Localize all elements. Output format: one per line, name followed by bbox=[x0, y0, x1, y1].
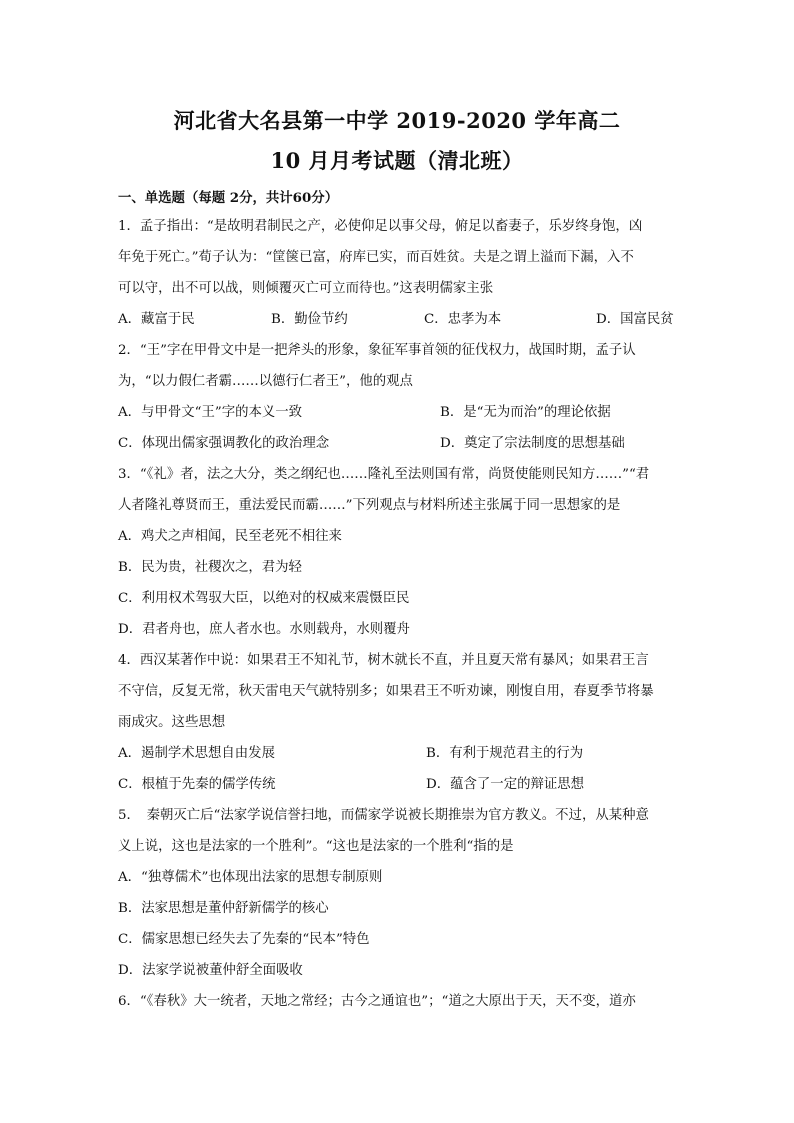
question-5-option-c: C．儒家思想已经失去了先秦的“民本”特色 bbox=[118, 932, 370, 947]
section-heading: 一、单选题（每题 2分，共计60分） bbox=[118, 190, 339, 206]
question-3-line-1: 3．“《礼》者，法之大分，类之纲纪也……隆礼至法则国有常，尚贤使能则民知方……”“君 bbox=[118, 467, 650, 482]
question-2-option-d: D．奠定了宗法制度的思想基础 bbox=[440, 436, 625, 451]
question-2-option-b: B．是“无为而治”的理论依据 bbox=[440, 405, 611, 420]
question-5-option-a: A．“独尊儒术”也体现出法家的思想专制原则 bbox=[118, 870, 383, 885]
question-3-line-2: 人者隆礼尊贤而王，重法爱民而霸……”下列观点与材料所述主张属于同一思想家的是 bbox=[118, 498, 621, 513]
question-3-option-b: B．民为贵，社稷次之，君为轻 bbox=[118, 560, 302, 575]
question-5-line-2: 义上说，这也是法家的一个胜利”。“这也是法家的一个胜利“指的是 bbox=[118, 839, 514, 854]
question-6-line-1: 6．“《春秋》大一统者，天地之常经；古今之通谊也”；“道之大原出于天，天不变，道亦 bbox=[118, 994, 636, 1009]
question-4-line-3: 雨成灾。这些思想 bbox=[118, 715, 226, 730]
question-2-option-c: C．体现出儒家强调教化的政治理念 bbox=[118, 436, 330, 451]
question-3-option-a: A．鸡犬之声相闻，民至老死不相往来 bbox=[118, 529, 342, 544]
question-3-option-c: C．利用权术驾驭大臣，以绝对的权威来震慑臣民 bbox=[118, 591, 410, 606]
question-5-option-b: B．法家思想是董仲舒新儒学的核心 bbox=[118, 901, 329, 916]
question-2-line-2: 为，“以力假仁者霸……以德行仁者王”，他的观点 bbox=[118, 374, 413, 389]
question-2-option-a: A．与甲骨文“王”字的本义一致 bbox=[118, 405, 303, 420]
exam-title-line1: 河北省大名县第一中学 2019-2020 学年高二 bbox=[173, 108, 621, 133]
question-4-option-a: A．遏制学术思想自由发展 bbox=[118, 746, 275, 761]
question-3-option-d: D．君者舟也，庶人者水也。水则载舟，水则覆舟 bbox=[118, 622, 410, 637]
question-4-option-b: B．有利于规范君主的行为 bbox=[426, 746, 584, 761]
question-5-line-1: 5． 秦朝灭亡后“法家学说信誉扫地，而儒家学说被长期推崇为官方教义。不过，从某种意 bbox=[118, 808, 649, 823]
question-4-line-1: 4．西汉某著作中说：如果君王不知礼节，树木就长不直，并且夏天常有暴风；如果君王言 bbox=[118, 653, 649, 668]
question-1-option-b: B．勤俭节约 bbox=[271, 312, 348, 327]
question-4-option-c: C．根植于先秦的儒学传统 bbox=[118, 777, 276, 792]
question-1-line-2: 年免于死亡。”荀子认为：“筐箧已富，府库已实，而百姓贫。夫是之谓上溢而下漏，入不 bbox=[118, 250, 634, 265]
question-4-option-d: D．蕴含了一定的辩证思想 bbox=[426, 777, 585, 792]
exam-title-line2: 10 月月考试题（清北班） bbox=[270, 148, 524, 173]
question-1-line-1: 1．孟子指出：“是故明君制民之产，必使仰足以事父母，俯足以畜妻子，乐岁终身饱，凶 bbox=[118, 219, 643, 234]
question-5-option-d: D．法家学说被董仲舒全面吸收 bbox=[118, 963, 303, 978]
question-1-option-a: A．藏富于民 bbox=[118, 312, 195, 327]
question-1-option-c: C．忠孝为本 bbox=[424, 312, 502, 327]
question-4-line-2: 不守信，反复无常，秋天雷电天气就特别多；如果君王不听劝谏，刚愎自用，春夏季节将暴 bbox=[118, 684, 654, 699]
question-2-line-1: 2．“王”字在甲骨文中是一把斧头的形象，象征军事首领的征伐权力，战国时期，孟子认 bbox=[118, 343, 636, 358]
question-1-line-3: 可以守，出不可以战，则倾覆灭亡可立而待也。”这表明儒家主张 bbox=[118, 281, 494, 296]
question-1-option-d: D．国富民贫 bbox=[596, 312, 674, 327]
